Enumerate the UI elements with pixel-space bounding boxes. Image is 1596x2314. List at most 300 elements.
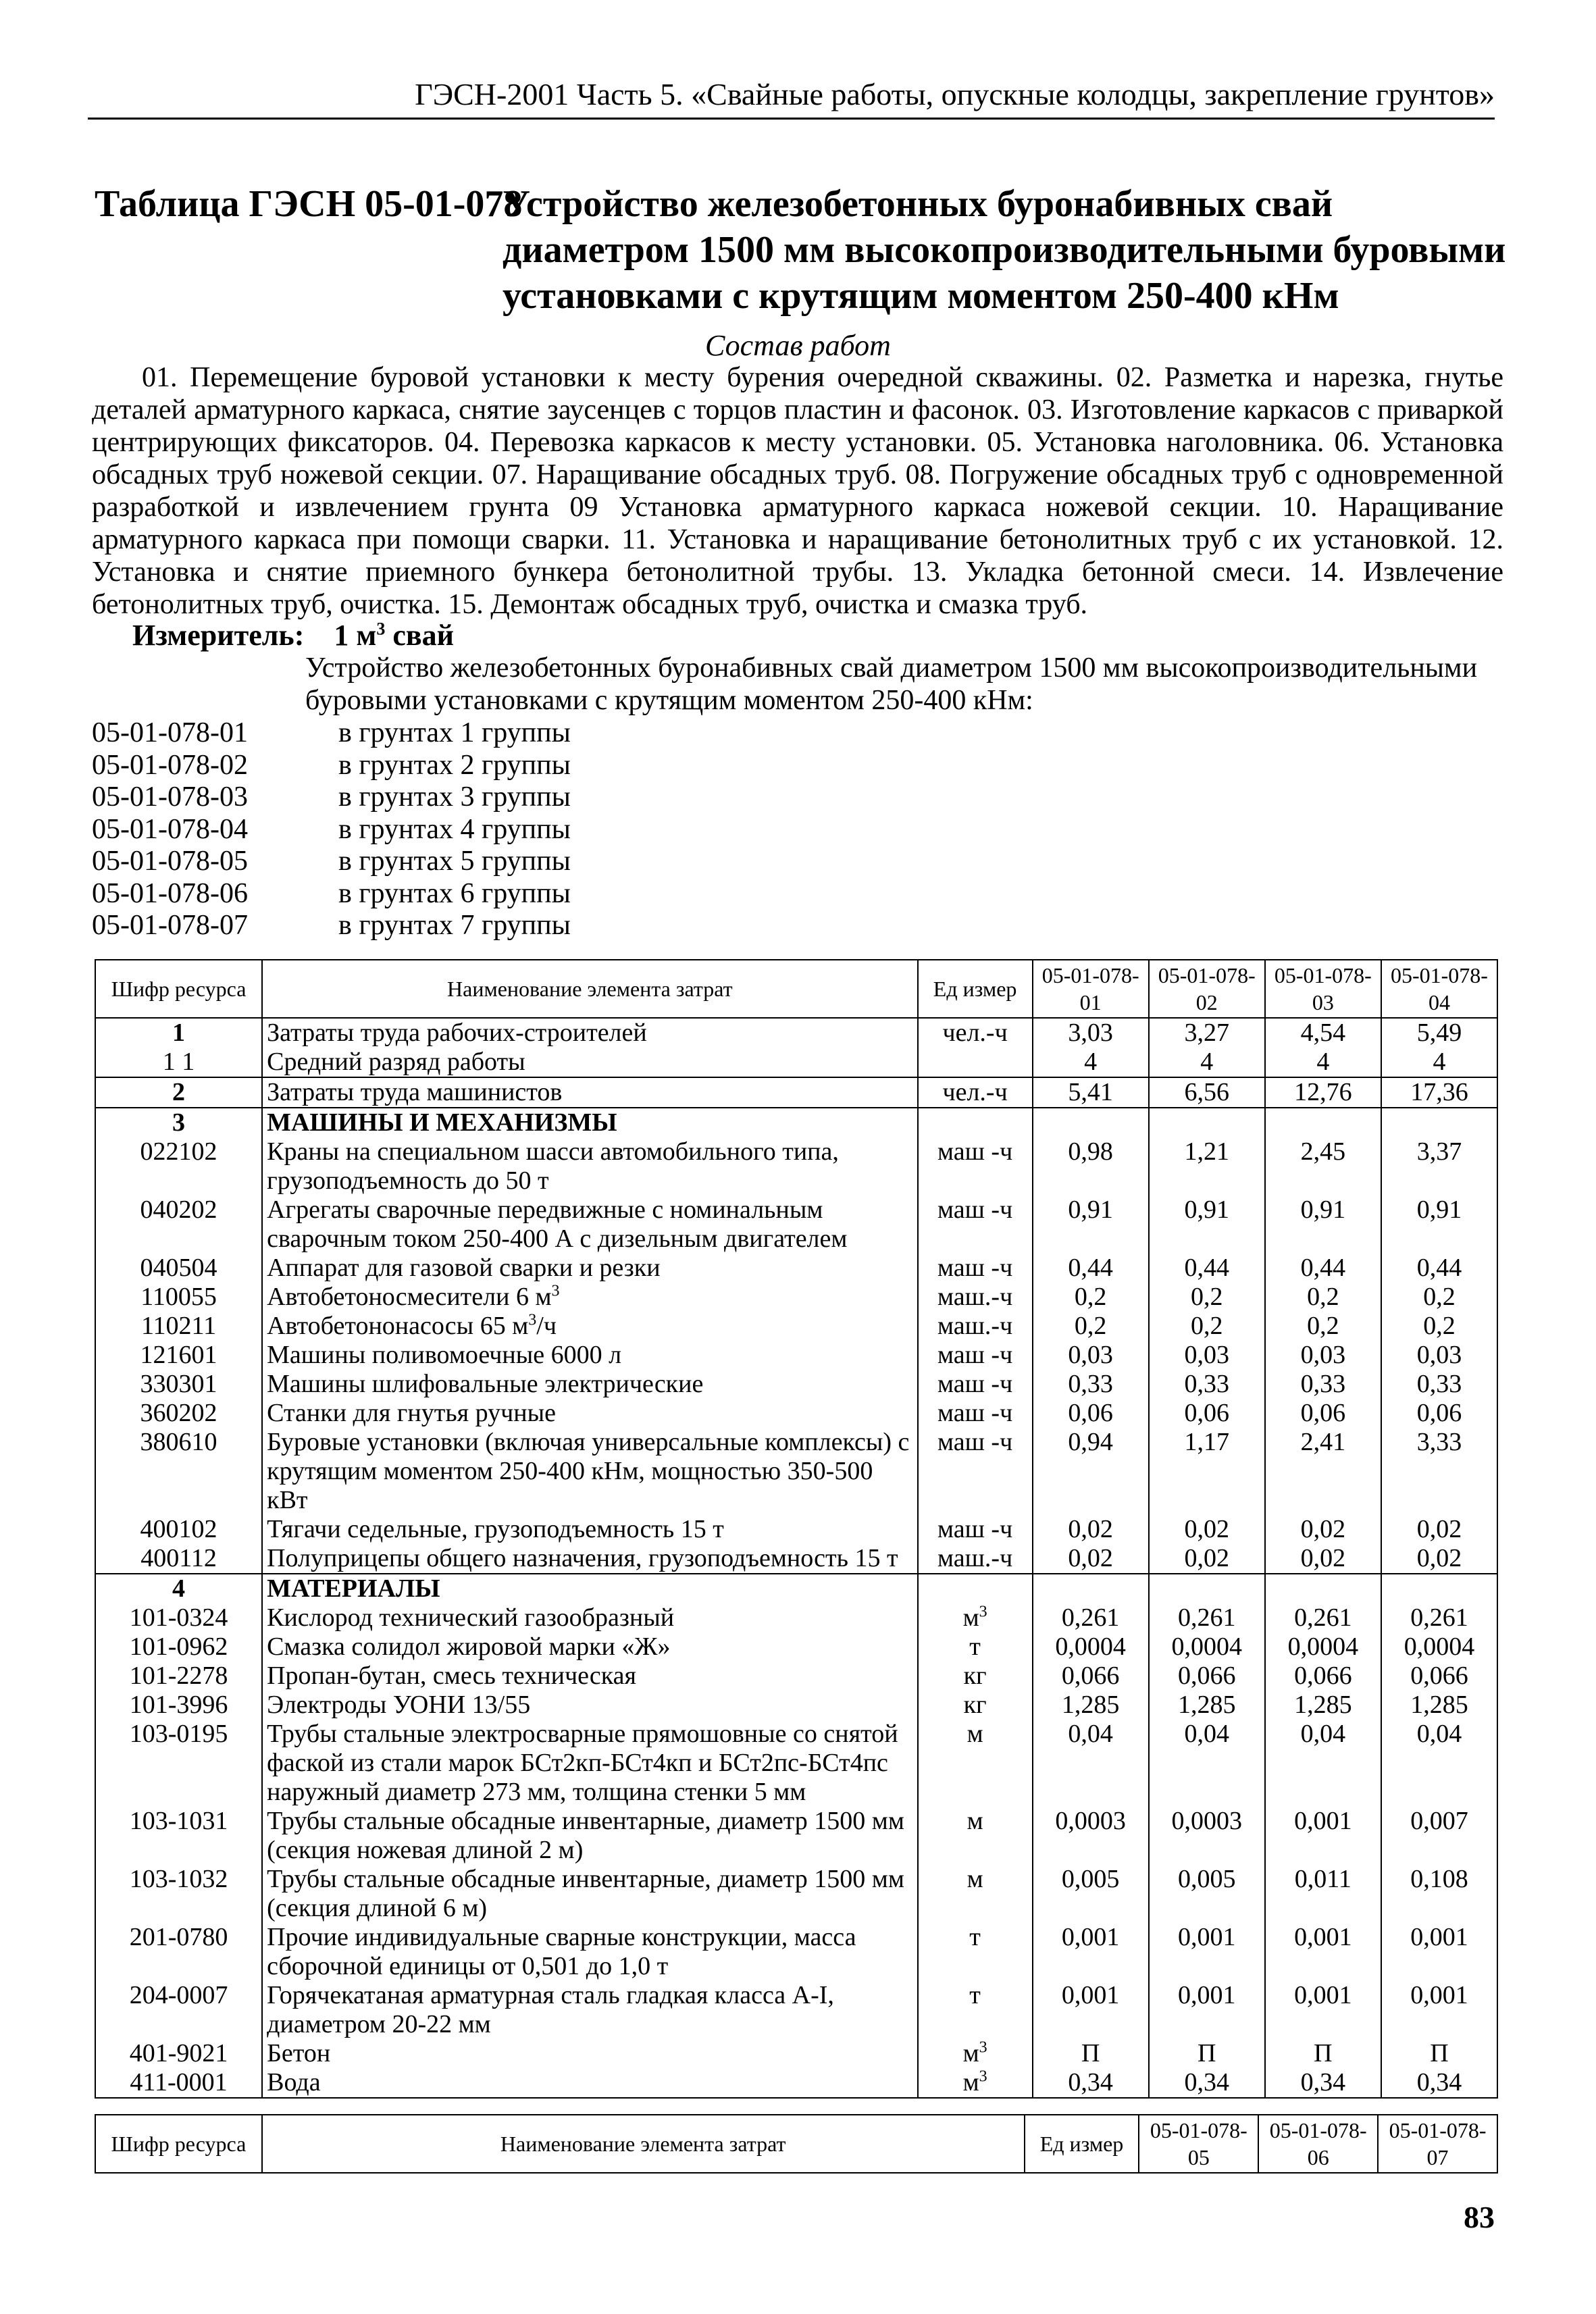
norm-value-text: 1,285	[1410, 1691, 1468, 1719]
norm-value	[1265, 2068, 1381, 2098]
norm-value	[1381, 1108, 1497, 1137]
norm-value	[1149, 1312, 1265, 1341]
norm-value-text: 0,44	[1068, 1254, 1113, 1282]
norm-value-text: 0,001	[1294, 1807, 1352, 1835]
resource-unit	[918, 1018, 1033, 1048]
resource-name-text: Затраты труда рабочих-строителей	[267, 1019, 647, 1047]
resource-unit	[918, 1283, 1033, 1312]
norm-value-text: 0,02	[1416, 1544, 1462, 1572]
resource-name-text: Пропан-бутан, смесь техническая	[267, 1662, 636, 1690]
norm-value-text: 17,36	[1410, 1078, 1468, 1106]
table-row	[95, 1544, 1497, 1574]
resource-unit-text: маш -ч	[937, 1428, 1013, 1456]
norm-value-text: 0,34	[1184, 2068, 1229, 2097]
resource-name	[262, 1923, 917, 1981]
resource-code-text: 110211	[140, 1312, 217, 1340]
resource-unit	[918, 1137, 1033, 1195]
resource-unit	[918, 1341, 1033, 1370]
resource-name	[262, 1254, 917, 1283]
norm-value	[1033, 1137, 1149, 1195]
norm-value-text: 5,41	[1068, 1078, 1113, 1106]
norm-code: 05-01-078-01	[92, 717, 248, 748]
norm-value-text: 0,34	[1416, 2068, 1462, 2097]
norm-value	[1265, 1137, 1381, 1195]
superscript: 3	[979, 1603, 987, 1621]
norm-value	[1033, 1428, 1149, 1515]
norm-value	[1033, 1574, 1149, 1603]
norm-value-text: 0,06	[1416, 1399, 1462, 1427]
norm-value	[1033, 1865, 1149, 1923]
norm-value	[1265, 1981, 1381, 2039]
resource-unit-text: чел.-ч	[942, 1078, 1008, 1106]
norm-value-text: 0,91	[1300, 1195, 1346, 1224]
norm-value-text: 1,21	[1184, 1137, 1229, 1166]
resource-unit-text: т	[969, 1981, 981, 2009]
resource-unit	[918, 1691, 1033, 1720]
table2-header-row	[95, 2115, 1497, 2173]
resource-name-text: Полуприцепы общего назначения, грузоподъемность 15 т	[267, 1544, 898, 1572]
norm-value	[1149, 2039, 1265, 2068]
resource-name	[262, 1662, 917, 1691]
norm-value	[1381, 1923, 1497, 1981]
norm-value	[1149, 1603, 1265, 1632]
norm-value-text: 3,33	[1416, 1428, 1462, 1456]
resource-unit-text: м	[962, 2068, 979, 2097]
resource-name-text: Кислород технический газообразный	[267, 1603, 675, 1632]
norm-value	[1381, 1254, 1497, 1283]
norm-code-row	[92, 717, 571, 750]
norm-value	[1381, 1720, 1497, 1807]
resource-name	[262, 1018, 917, 1048]
norm-value	[1265, 1312, 1381, 1341]
norm-value-text: 0,2	[1074, 1283, 1107, 1311]
norm-value-text: 0,2	[1423, 1312, 1456, 1340]
norm-value	[1265, 1341, 1381, 1370]
resource-name-text: Машины поливомоечные 6000 л	[267, 1341, 622, 1369]
norm-value-text: 0,066	[1178, 1662, 1236, 1690]
resource-name-text: Станки для гнутья ручные	[267, 1399, 556, 1427]
resource-name	[262, 1077, 917, 1108]
resource-unit-text: маш -ч	[937, 1370, 1013, 1398]
norm-value	[1381, 1603, 1497, 1632]
col-header-code: Шифр ресурса	[95, 2115, 262, 2173]
norm-value-text: 0,0003	[1171, 1807, 1242, 1835]
norm-value	[1381, 1632, 1497, 1662]
norm-value	[1149, 1108, 1265, 1137]
table-title-text: Устройство железобетонных буронабивных свай диаметром 1500 мм высокопроизводительными буровыми установками с крутящим моментом 250-400 кНм	[503, 183, 1506, 317]
norm-value-text: 0,02	[1184, 1515, 1229, 1543]
resource-name	[262, 1341, 917, 1370]
norm-value-text: 0,007	[1410, 1807, 1468, 1835]
resource-unit	[918, 1515, 1033, 1544]
norm-value	[1265, 1807, 1381, 1865]
resource-code	[95, 1137, 262, 1195]
measure-unit-name: свай	[392, 619, 454, 652]
table-row	[95, 1865, 1497, 1923]
norm-value	[1033, 1312, 1149, 1341]
norm-value	[1381, 2039, 1497, 2068]
norm-value	[1265, 1603, 1381, 1632]
table-row	[95, 1720, 1497, 1807]
norm-value	[1265, 1515, 1381, 1544]
resource-name	[262, 1399, 917, 1428]
resource-code	[95, 1632, 262, 1662]
resource-code-text: 3	[172, 1108, 186, 1137]
resource-code	[95, 1603, 262, 1632]
resource-unit	[918, 1254, 1033, 1283]
norm-value	[1033, 1981, 1149, 2039]
norm-value-text: 0,001	[1178, 1981, 1236, 2009]
measure-unit	[132, 618, 454, 653]
resource-code-text: 201-0780	[129, 1923, 228, 1951]
resource-code-text: 1	[172, 1019, 186, 1047]
resource-unit	[918, 1662, 1033, 1691]
norm-value	[1381, 1544, 1497, 1574]
norm-value	[1381, 1077, 1497, 1108]
resource-code	[95, 1108, 262, 1137]
norm-value-text: 0,03	[1300, 1341, 1346, 1369]
resource-unit	[918, 1574, 1033, 1603]
norm-value	[1033, 1108, 1149, 1137]
norm-value-text: 0,066	[1410, 1662, 1468, 1690]
resource-code-text: 400102	[140, 1515, 217, 1543]
resource-code	[95, 1923, 262, 1981]
resource-unit-text: м	[967, 1807, 983, 1835]
resource-code	[95, 1865, 262, 1923]
norm-value-text: 6,56	[1184, 1078, 1229, 1106]
norm-value	[1381, 1312, 1497, 1341]
resource-unit-text: маш -ч	[937, 1399, 1013, 1427]
resource-unit-text: м	[962, 1603, 979, 1632]
norm-value	[1033, 1283, 1149, 1312]
resource-table-body	[95, 1018, 1497, 2098]
resource-name	[262, 2068, 917, 2098]
norm-value-text: 0,34	[1300, 2068, 1346, 2097]
resource-name	[262, 1283, 917, 1312]
resource-code-text: 101-0324	[129, 1603, 228, 1632]
resource-unit-text: кг	[963, 1691, 987, 1719]
norm-value	[1381, 2068, 1497, 2098]
norm-value	[1265, 1077, 1381, 1108]
resource-unit	[918, 1077, 1033, 1108]
norm-code-row	[92, 846, 571, 878]
resource-code	[95, 1283, 262, 1312]
norm-value-text: 0,001	[1410, 1923, 1468, 1951]
resource-unit	[918, 1807, 1033, 1865]
resource-code-text: 022102	[140, 1137, 217, 1166]
norm-value	[1265, 1544, 1381, 1574]
resource-name	[262, 1137, 917, 1195]
norm-value-text: 0,0003	[1055, 1807, 1126, 1835]
norm-value	[1033, 1807, 1149, 1865]
resource-code	[95, 1544, 262, 1574]
norm-value-text: 3,37	[1416, 1137, 1462, 1166]
table-row	[95, 1515, 1497, 1544]
resource-code-text: 1 1	[162, 1048, 195, 1076]
norm-value	[1265, 1720, 1381, 1807]
table-row	[95, 1428, 1497, 1515]
norm-value-text: 2,41	[1300, 1428, 1346, 1456]
norm-value-text: 0,001	[1294, 1981, 1352, 2009]
resource-code	[95, 1018, 262, 1048]
col-header-norm: 05-01-078-02	[1149, 960, 1265, 1018]
resource-name-text: Аппарат для газовой сварки и резки	[267, 1254, 661, 1282]
norm-value	[1381, 1428, 1497, 1515]
norm-value	[1265, 2039, 1381, 2068]
norm-value	[1149, 1632, 1265, 1662]
norm-value-text: 0,06	[1300, 1399, 1346, 1427]
norm-value-text: 0,04	[1184, 1720, 1229, 1748]
resource-name-text: Вода	[267, 2068, 321, 2097]
norm-value	[1381, 1691, 1497, 1720]
col-header-name: Наименование элемента затрат	[262, 960, 917, 1018]
norm-value	[1265, 1048, 1381, 1077]
norm-value-text: 0,261	[1410, 1603, 1468, 1632]
norm-value-text: 0,261	[1294, 1603, 1352, 1632]
norm-value-text: 0,2	[1074, 1312, 1107, 1340]
norm-value	[1265, 1865, 1381, 1923]
resource-code	[95, 1720, 262, 1807]
table-row	[95, 1048, 1497, 1077]
table-row	[95, 1981, 1497, 2039]
resource-code	[95, 1399, 262, 1428]
norm-value	[1149, 1515, 1265, 1544]
resource-name-text: МАШИНЫ И МЕХАНИЗМЫ	[267, 1108, 617, 1137]
resource-code	[95, 1428, 262, 1515]
running-header: ГЭСН-2001 Часть 5. «Свайные работы, опускные колодцы, закрепление грунтов»	[88, 74, 1495, 120]
resource-name-text: Трубы стальные обсадные инвентарные, диаметр 1500 мм (секция длиной 6 м)	[267, 1865, 904, 1922]
resource-code	[95, 1574, 262, 1603]
table-header-row	[95, 960, 1497, 1018]
norm-value	[1149, 1399, 1265, 1428]
resource-code	[95, 1254, 262, 1283]
table-row	[95, 1807, 1497, 1865]
norm-value-text: 0,04	[1300, 1720, 1346, 1748]
norm-value-text: 0,011	[1294, 1865, 1352, 1893]
work-composition-text: 01. Перемещение буровой установки к месту бурения очередной скважины. 02. Разметка и нарезка, гнутье деталей арматурного каркаса, снятие заусенцев с торцов пластин и фасонок. 03. Изготовление каркасов с приваркой центрирующих фиксаторов. 04. Перевозка каркасов к месту установки. 05. Установка наголовника. 06. Установка обсадных труб ножевой секции. 07. Наращивание обсадных труб. 08. Погружение обсадных труб с одновременной разработкой и извлечением грунта 09 Установка арматурного каркаса ножевой секции. 10. Наращивание арматурного каркаса при помощи сварки. 11. Установка и наращивание бетонолитных труб с их установкой. 12. Установка и снятие приемного бункера бетонолитной трубы. 13. Укладка бетонной смеси. 14. Извлечение бетонолитных труб, очистка. 15. Демонтаж обсадных труб, очистка и смазка труб.	[92, 362, 1503, 620]
resource-code	[95, 2039, 262, 2068]
norm-value-text: П	[1198, 2039, 1216, 2067]
norm-value-text: 3,03	[1068, 1019, 1113, 1047]
norm-value	[1149, 1981, 1265, 2039]
norm-value-text: 1,285	[1294, 1691, 1352, 1719]
norm-value	[1149, 1574, 1265, 1603]
norm-value	[1265, 1108, 1381, 1137]
section-row	[95, 1108, 1497, 1137]
resource-unit	[918, 1048, 1033, 1077]
resource-name	[262, 1108, 917, 1137]
norm-value	[1265, 1370, 1381, 1399]
norm-value-text: П	[1314, 2039, 1333, 2067]
resource-unit	[918, 1865, 1033, 1923]
resource-code	[95, 1662, 262, 1691]
resource-unit-text: м	[962, 2039, 979, 2067]
resource-unit-text: маш -ч	[937, 1137, 1013, 1166]
norm-value-text: 0,001	[1061, 1981, 1120, 2009]
norm-value-text: 1,285	[1061, 1691, 1120, 1719]
table-row	[95, 1312, 1497, 1341]
norm-value-text: 0,02	[1068, 1544, 1113, 1572]
table-row	[95, 2068, 1497, 2098]
resource-name-text: Прочие индивидуальные сварные конструкции, масса сборочной единицы от 0,501 до 1,0 т	[267, 1923, 856, 1980]
norm-value	[1149, 1691, 1265, 1720]
resource-code	[95, 1048, 262, 1077]
resource-name-text: Бетон	[267, 2039, 331, 2067]
resource-unit	[918, 1923, 1033, 1981]
resource-code	[95, 1370, 262, 1399]
norm-codes-list	[92, 717, 571, 942]
norm-value-text: 0,02	[1416, 1515, 1462, 1543]
norm-desc: в грунтах 1 группы	[338, 717, 571, 748]
norm-value	[1033, 2039, 1149, 2068]
resource-name	[262, 1865, 917, 1923]
norm-value	[1149, 1341, 1265, 1370]
norm-value-text: 0,2	[1307, 1312, 1339, 1340]
norm-value	[1381, 1807, 1497, 1865]
table-row	[95, 1399, 1497, 1428]
norm-value	[1033, 1399, 1149, 1428]
norm-desc: в грунтах 6 группы	[338, 877, 571, 909]
norm-value-text: 4	[1084, 1048, 1098, 1076]
resource-code	[95, 1195, 262, 1254]
resource-code-text: 101-2278	[129, 1662, 228, 1690]
col-header-norm: 05-01-078-01	[1033, 960, 1149, 1018]
resource-name-text: Машины шлифовальные электрические	[267, 1370, 704, 1398]
norm-value-text: 0,03	[1068, 1341, 1113, 1369]
resource-code	[95, 1691, 262, 1720]
norm-value-text: 0,001	[1294, 1923, 1352, 1951]
table-row	[95, 1077, 1497, 1108]
norm-value	[1149, 1807, 1265, 1865]
resource-unit-text: т	[969, 1923, 981, 1951]
page-number: 83	[1464, 2200, 1495, 2234]
norm-value-text: 0,02	[1300, 1544, 1346, 1572]
resource-code-text: 360202	[140, 1399, 217, 1427]
resource-unit	[918, 1108, 1033, 1137]
resource-code-text: 103-1031	[129, 1807, 228, 1835]
norm-value	[1265, 1662, 1381, 1691]
norm-value	[1033, 1544, 1149, 1574]
resource-name	[262, 2039, 917, 2068]
resource-code	[95, 1077, 262, 1108]
resource-name	[262, 1807, 917, 1865]
norm-value-text: 0,001	[1178, 1923, 1236, 1951]
norm-value	[1381, 1195, 1497, 1254]
resource-unit	[918, 1720, 1033, 1807]
norm-value	[1265, 1283, 1381, 1312]
norm-value	[1149, 1283, 1265, 1312]
norm-value-text: 0,06	[1184, 1399, 1229, 1427]
resource-unit-text: маш -ч	[937, 1341, 1013, 1369]
resource-name-text: Затраты труда машинистов	[267, 1078, 563, 1106]
norm-value-text: 0,98	[1068, 1137, 1113, 1166]
resource-unit	[918, 1981, 1033, 2039]
norm-desc: в грунтах 2 группы	[338, 749, 571, 781]
resource-name	[262, 1544, 917, 1574]
norm-value	[1381, 1399, 1497, 1428]
norm-value-text: 0,02	[1068, 1515, 1113, 1543]
resource-unit	[918, 1312, 1033, 1341]
norm-value	[1381, 1048, 1497, 1077]
resource-code	[95, 2068, 262, 2098]
table-row	[95, 1283, 1497, 1312]
norm-value-text: 4	[1433, 1048, 1446, 1076]
norm-value-text: 0,261	[1061, 1603, 1120, 1632]
resource-unit	[918, 2039, 1033, 2068]
norm-value	[1265, 1574, 1381, 1603]
norm-value	[1149, 1018, 1265, 1048]
superscript: 3	[979, 2067, 987, 2086]
norm-value	[1381, 1865, 1497, 1923]
norm-value-text: П	[1430, 2039, 1449, 2067]
norm-value-text: 1,285	[1178, 1691, 1236, 1719]
norm-value	[1033, 1077, 1149, 1108]
norm-value	[1149, 1428, 1265, 1515]
col-header-unit: Ед измер	[918, 960, 1033, 1018]
norm-value-text: 0,261	[1178, 1603, 1236, 1632]
resource-name-text: Трубы стальные обсадные инвентарные, диаметр 1500 мм (секция ножевая длиной 2 м)	[267, 1807, 904, 1864]
norm-value	[1381, 1981, 1497, 2039]
norm-value	[1033, 1691, 1149, 1720]
norm-value-text: 0,02	[1300, 1515, 1346, 1543]
norm-value-text: 0,91	[1068, 1195, 1113, 1224]
norm-code-row	[92, 814, 571, 846]
resource-name-text: Горячекатаная арматурная сталь гладкая класса А-I, диаметром 20-22 мм	[267, 1981, 834, 2038]
norm-code: 05-01-078-03	[92, 781, 248, 813]
norm-desc: в грунтах 5 группы	[338, 846, 571, 877]
col-header-norm: 05-01-078-05	[1139, 2115, 1258, 2173]
table-row	[95, 1341, 1497, 1370]
norm-value-text: 3,27	[1184, 1019, 1229, 1047]
norm-value	[1381, 1370, 1497, 1399]
norm-value	[1149, 1195, 1265, 1254]
resource-unit	[918, 1399, 1033, 1428]
resource-code-text: 101-3996	[129, 1691, 228, 1719]
resource-unit-text: м	[967, 1865, 983, 1893]
norm-value-text: 0,2	[1423, 1283, 1456, 1311]
table-row	[95, 1662, 1497, 1691]
norm-value	[1381, 1341, 1497, 1370]
section-row	[95, 1574, 1497, 1603]
norm-value	[1033, 1662, 1149, 1691]
superscript: 3	[979, 2038, 987, 2057]
norm-value	[1265, 1399, 1381, 1428]
norm-value	[1149, 1720, 1265, 1807]
table-title-prefix: Таблица ГЭСН 05-01-078	[95, 183, 523, 225]
resource-name	[262, 1691, 917, 1720]
norm-desc: в грунтах 3 группы	[338, 781, 571, 813]
resource-unit	[918, 1544, 1033, 1574]
table-row	[95, 1370, 1497, 1399]
norm-value	[1265, 1428, 1381, 1515]
norm-value	[1265, 1923, 1381, 1981]
norm-value-text: 4	[1316, 1048, 1330, 1076]
resource-name-text: Электроды УОНИ 13/55	[267, 1691, 531, 1719]
norm-value-text: 0,0004	[1055, 1632, 1126, 1661]
norm-value	[1033, 1254, 1149, 1283]
resource-name	[262, 1428, 917, 1515]
norm-code: 05-01-078-04	[92, 813, 248, 845]
resource-name-text: Буровые установки (включая универсальные комплексы) с крутящим моментом 250-400 кНм, мощностью 350-500 кВт	[267, 1428, 910, 1514]
norm-code: 05-01-078-05	[92, 846, 248, 877]
resource-name-text: Краны на специальном шасси автомобильного типа, грузоподъемность до 50 т	[267, 1137, 839, 1195]
norm-value	[1265, 1691, 1381, 1720]
norm-value-text: 0,04	[1416, 1720, 1462, 1748]
norm-value-text: 0,33	[1416, 1370, 1462, 1398]
resource-name-text: Смазка солидол жировой марки «Ж»	[267, 1632, 671, 1661]
resource-code-text: 101-0962	[129, 1632, 228, 1661]
col-header-code: Шифр ресурса	[95, 960, 262, 1018]
